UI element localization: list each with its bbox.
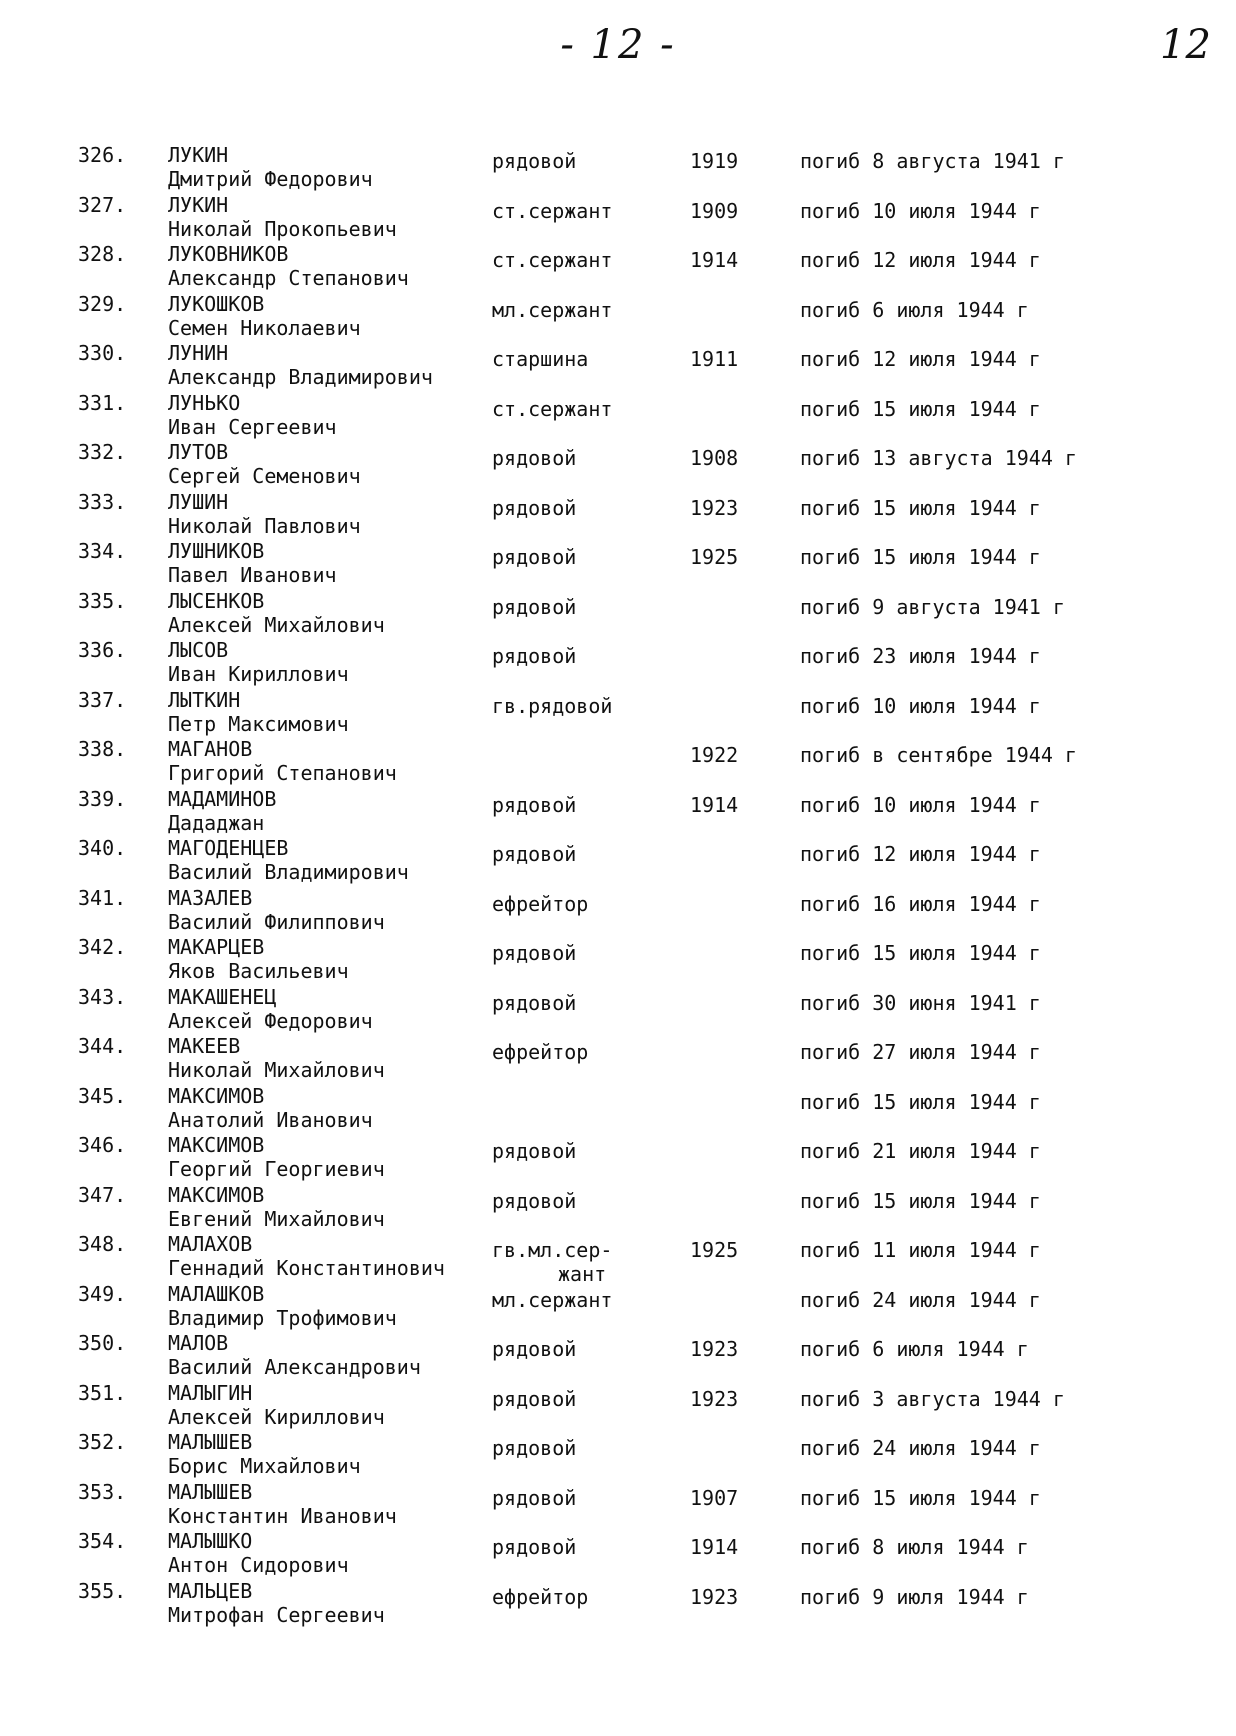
entry-number: 333.	[78, 489, 127, 514]
entry-rank: рядовой	[492, 1436, 577, 1460]
list-item	[0, 440, 1236, 490]
entry-number: 344.	[78, 1034, 127, 1058]
list-item	[0, 193, 1236, 243]
entry-rank: рядовой	[492, 842, 577, 866]
list-item	[0, 490, 1236, 540]
list-item	[0, 539, 1236, 589]
list-item	[0, 1282, 1236, 1332]
entry-given-names: Константин Иванович	[168, 1503, 397, 1528]
list-item	[0, 143, 1236, 193]
entry-given-names: Борис Михайлович	[168, 1454, 361, 1478]
entry-given-names: Петр Максимович	[168, 711, 349, 736]
entry-rank: ефрейтор	[492, 1040, 589, 1064]
entry-given-names: Георгий Георгиевич	[168, 1157, 385, 1181]
entry-number: 349.	[78, 1281, 127, 1306]
entry-rank: рядовой	[492, 149, 577, 173]
entry-fate: погиб 23 июля 1944 г	[800, 644, 1041, 668]
entry-fate: погиб 16 июля 1944 г	[800, 891, 1041, 916]
entry-rank: рядовой	[492, 792, 577, 817]
list-item	[0, 836, 1236, 886]
entry-fate: погиб 24 июля 1944 г	[800, 1436, 1041, 1460]
entry-fate: погиб 9 июля 1944 г	[800, 1584, 1029, 1609]
entry-given-names: Алексей Михайлович	[168, 612, 385, 637]
entry-surname: МАГОДЕНЦЕВ	[168, 836, 289, 860]
entry-given-names: Василий Владимирович	[168, 860, 409, 884]
entry-number: 331.	[78, 390, 127, 415]
page-number: - 12 -	[560, 22, 676, 68]
entry-surname: МАКАРЦЕВ	[168, 935, 265, 959]
casualty-list	[0, 143, 1236, 1628]
entry-fate: погиб 12 июля 1944 г	[800, 347, 1041, 371]
entry-given-names: Дададжан	[168, 810, 265, 835]
entry-number: 343.	[78, 984, 127, 1009]
entry-number: 355.	[78, 1578, 127, 1603]
entry-given-names: Николай Прокопьевич	[168, 216, 397, 241]
entry-fate: погиб 10 июля 1944 г	[800, 693, 1041, 718]
entry-rank: рядовой	[492, 1337, 577, 1361]
entry-surname: ЛУКОШКОВ	[168, 291, 265, 316]
entry-rank: ст.сержант	[492, 248, 613, 272]
entry-rank: рядовой	[492, 495, 577, 520]
entry-surname: ЛУКИН	[168, 143, 229, 167]
entry-rank: ст.сержант	[492, 198, 613, 223]
list-item	[0, 1579, 1236, 1629]
entry-fate: погиб 10 июля 1944 г	[800, 198, 1041, 223]
entry-fate: погиб 12 июля 1944 г	[800, 842, 1041, 866]
list-item	[0, 638, 1236, 688]
entry-rank: гв.рядовой	[492, 693, 613, 718]
entry-surname: МАДАМИНОВ	[168, 786, 277, 811]
entry-surname: МАЛАШКОВ	[168, 1281, 265, 1306]
entry-fate: погиб 13 августа 1944 г	[800, 446, 1077, 470]
entry-number: 326.	[78, 143, 127, 167]
entry-given-names: Антон Сидорович	[168, 1553, 349, 1577]
entry-given-names: Алексей Федорович	[168, 1008, 373, 1033]
entry-surname: ЛУТОВ	[168, 440, 229, 464]
entry-number: 350.	[78, 1331, 127, 1355]
list-item	[0, 985, 1236, 1035]
entry-birth-year: 1908	[690, 446, 739, 470]
entry-birth-year: 1925	[690, 545, 739, 569]
entry-surname: МАКСИМОВ	[168, 1182, 265, 1207]
entry-number: 340.	[78, 836, 127, 860]
list-item	[0, 589, 1236, 639]
entry-fate: погиб 15 июля 1944 г	[800, 1485, 1041, 1510]
entry-birth-year: 1914	[690, 248, 739, 272]
entry-number: 348.	[78, 1232, 127, 1256]
entry-surname: ЛЫТКИН	[168, 687, 241, 712]
entry-fate: погиб 15 июля 1944 г	[800, 941, 1041, 965]
entry-birth-year: 1923	[690, 495, 739, 520]
entry-surname: МАКАШЕНЕЦ	[168, 984, 277, 1009]
entry-number: 345.	[78, 1083, 127, 1108]
entry-number: 337.	[78, 687, 127, 712]
list-item	[0, 688, 1236, 738]
entry-number: 351.	[78, 1380, 127, 1405]
list-item	[0, 886, 1236, 936]
entry-given-names: Семен Николаевич	[168, 315, 361, 340]
entry-rank: рядовой	[492, 446, 577, 470]
entry-surname: МАЛЫШЕВ	[168, 1479, 253, 1504]
list-item	[0, 341, 1236, 391]
entry-fate: погиб 27 июля 1944 г	[800, 1040, 1041, 1064]
entry-surname: МАЛЫГИН	[168, 1380, 253, 1405]
entry-given-names: Иван Сергеевич	[168, 414, 337, 439]
entry-rank: гв.мл.сер-	[492, 1238, 613, 1262]
entry-number: 354.	[78, 1529, 127, 1553]
entry-number: 353.	[78, 1479, 127, 1504]
entry-fate: погиб 15 июля 1944 г	[800, 1089, 1041, 1114]
entry-rank: рядовой	[492, 594, 577, 619]
list-item	[0, 1381, 1236, 1431]
entry-given-names: Геннадий Константинович	[168, 1256, 445, 1280]
entry-birth-year: 1914	[690, 1535, 739, 1559]
entry-surname: ЛУШИН	[168, 489, 229, 514]
entry-fate: погиб 21 июля 1944 г	[800, 1139, 1041, 1163]
list-item	[0, 242, 1236, 292]
entry-rank: мл.сержант	[492, 297, 613, 322]
entry-number: 341.	[78, 885, 127, 910]
entry-birth-year: 1911	[690, 347, 739, 371]
entry-given-names: Евгений Михайлович	[168, 1206, 385, 1231]
entry-birth-year: 1922	[690, 743, 739, 767]
entry-rank: мл.сержант	[492, 1287, 613, 1312]
list-item	[0, 1529, 1236, 1579]
entry-surname: МАГАНОВ	[168, 737, 253, 761]
entry-birth-year: 1923	[690, 1584, 739, 1609]
entry-number: 332.	[78, 440, 127, 464]
entry-surname: ЛУНЬКО	[168, 390, 241, 415]
entry-fate: погиб 8 августа 1941 г	[800, 149, 1065, 173]
entry-surname: МАЛОВ	[168, 1331, 229, 1355]
entry-number: 330.	[78, 341, 127, 365]
list-item	[0, 1480, 1236, 1530]
entry-rank: рядовой	[492, 1386, 577, 1411]
list-item	[0, 1183, 1236, 1233]
entry-rank: рядовой	[492, 644, 577, 668]
entry-given-names: Василий Александрович	[168, 1355, 421, 1379]
entry-given-names: Митрофан Сергеевич	[168, 1602, 385, 1627]
entry-surname: ЛЫСОВ	[168, 638, 229, 662]
entry-rank: ефрейтор	[492, 1584, 589, 1609]
entry-rank: рядовой	[492, 1535, 577, 1559]
entry-fate: погиб в сентябре 1944 г	[800, 743, 1077, 767]
entry-number: 347.	[78, 1182, 127, 1207]
entry-fate: погиб 3 августа 1944 г	[800, 1386, 1065, 1411]
entry-given-names: Николай Павлович	[168, 513, 361, 538]
entry-fate: погиб 15 июля 1944 г	[800, 495, 1041, 520]
entry-fate: погиб 15 июля 1944 г	[800, 545, 1041, 569]
entry-surname: МАЛЫШЕВ	[168, 1430, 253, 1454]
entry-given-names: Иван Кириллович	[168, 662, 349, 686]
entry-number: 342.	[78, 935, 127, 959]
entry-number: 327.	[78, 192, 127, 217]
entry-birth-year: 1907	[690, 1485, 739, 1510]
entry-number: 339.	[78, 786, 127, 811]
entry-rank: ефрейтор	[492, 891, 589, 916]
entry-surname: МАКСИМОВ	[168, 1133, 265, 1157]
list-item	[0, 1430, 1236, 1480]
entry-given-names: Александр Владимирович	[168, 365, 433, 389]
entry-surname: МАЛЬЦЕВ	[168, 1578, 253, 1603]
entry-surname: МАЛАХОВ	[168, 1232, 253, 1256]
entry-number: 334.	[78, 539, 127, 563]
list-item	[0, 737, 1236, 787]
entry-surname: МАКСИМОВ	[168, 1083, 265, 1108]
entry-given-names: Владимир Трофимович	[168, 1305, 397, 1330]
list-item	[0, 1331, 1236, 1381]
entry-given-names: Дмитрий Федорович	[168, 167, 373, 191]
list-item	[0, 1084, 1236, 1134]
list-item	[0, 1133, 1236, 1183]
list-item	[0, 935, 1236, 985]
entry-fate: погиб 12 июля 1944 г	[800, 248, 1041, 272]
entry-surname: ЛЫСЕНКОВ	[168, 588, 265, 613]
entry-fate: погиб 10 июля 1944 г	[800, 792, 1041, 817]
entry-number: 338.	[78, 737, 127, 761]
entry-fate: погиб 30 июня 1941 г	[800, 990, 1041, 1015]
entry-fate: погиб 15 июля 1944 г	[800, 1188, 1041, 1213]
entry-fate: погиб 6 июля 1944 г	[800, 297, 1029, 322]
entry-rank-continuation: жант	[558, 1262, 607, 1286]
entry-fate: погиб 24 июля 1944 г	[800, 1287, 1041, 1312]
entry-fate: погиб 8 июля 1944 г	[800, 1535, 1029, 1559]
entry-number: 328.	[78, 242, 127, 266]
entry-rank: рядовой	[492, 1188, 577, 1213]
entry-birth-year: 1909	[690, 198, 739, 223]
entry-birth-year: 1919	[690, 149, 739, 173]
entry-fate: погиб 15 июля 1944 г	[800, 396, 1041, 421]
entry-rank: старшина	[492, 347, 589, 371]
entry-given-names: Анатолий Иванович	[168, 1107, 373, 1132]
list-item	[0, 787, 1236, 837]
entry-rank: рядовой	[492, 941, 577, 965]
entry-fate: погиб 9 августа 1941 г	[800, 594, 1065, 619]
entry-birth-year: 1923	[690, 1386, 739, 1411]
entry-given-names: Григорий Степанович	[168, 761, 397, 785]
entry-given-names: Александр Степанович	[168, 266, 409, 290]
entry-surname: МАЗАЛЕВ	[168, 885, 253, 910]
entry-number: 336.	[78, 638, 127, 662]
entry-surname: ЛУКОВНИКОВ	[168, 242, 289, 266]
list-item	[0, 1232, 1236, 1286]
list-item	[0, 1034, 1236, 1084]
entry-rank: ст.сержант	[492, 396, 613, 421]
entry-given-names: Сергей Семенович	[168, 464, 361, 488]
entry-given-names: Яков Васильевич	[168, 959, 349, 983]
entry-given-names: Павел Иванович	[168, 563, 337, 587]
entry-rank: рядовой	[492, 1485, 577, 1510]
entry-number: 352.	[78, 1430, 127, 1454]
entry-number: 346.	[78, 1133, 127, 1157]
entry-surname: МАЛЫШКО	[168, 1529, 253, 1553]
list-item	[0, 391, 1236, 441]
entry-surname: ЛУНИН	[168, 341, 229, 365]
entry-fate: погиб 11 июля 1944 г	[800, 1238, 1041, 1262]
entry-given-names: Николай Михайлович	[168, 1058, 385, 1082]
entry-rank: рядовой	[492, 1139, 577, 1163]
entry-surname: ЛУШНИКОВ	[168, 539, 265, 563]
entry-fate: погиб 6 июля 1944 г	[800, 1337, 1029, 1361]
entry-given-names: Василий Филиппович	[168, 909, 385, 934]
entry-rank: рядовой	[492, 545, 577, 569]
entry-birth-year: 1923	[690, 1337, 739, 1361]
entry-given-names: Алексей Кириллович	[168, 1404, 385, 1429]
entry-number: 329.	[78, 291, 127, 316]
list-item	[0, 292, 1236, 342]
entry-surname: МАКЕЕВ	[168, 1034, 241, 1058]
corner-page-number: 12	[1160, 22, 1211, 68]
entry-birth-year: 1914	[690, 792, 739, 817]
entry-birth-year: 1925	[690, 1238, 739, 1262]
entry-rank: рядовой	[492, 990, 577, 1015]
entry-surname: ЛУКИН	[168, 192, 229, 217]
entry-number: 335.	[78, 588, 127, 613]
